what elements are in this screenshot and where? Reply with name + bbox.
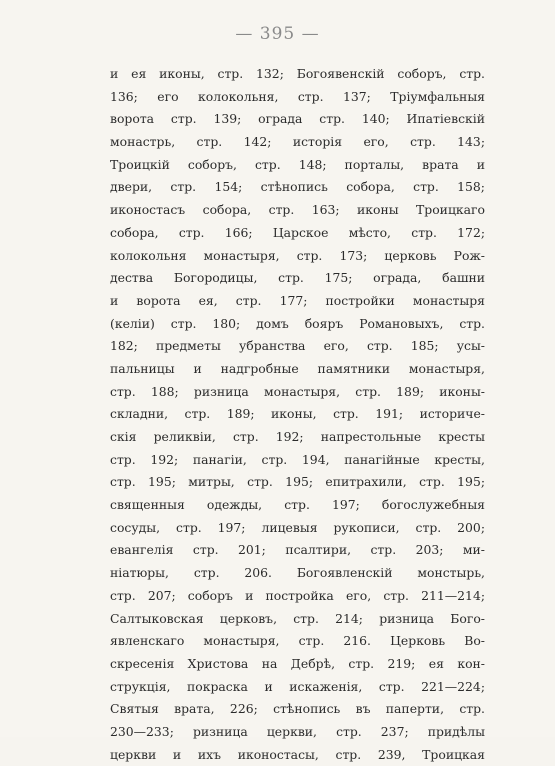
- text-line: явленскаго монастыря, стр. 216. Церковь Во-: [110, 633, 485, 649]
- text-line: священныя одежды, стр. 197; богослужебныя: [110, 497, 485, 513]
- text-line: церкви и ихъ иконостасы, стр. 239, Троицкая: [110, 746, 485, 762]
- text-line: иконостасъ собора, стр. 163; иконы Троицкаго: [110, 202, 485, 218]
- text-line: 136; его колокольня, стр. 137; Тріумфальныя: [110, 88, 485, 104]
- text-line: скресенія Христова на Дебрѣ, стр. 219; ея кон-: [110, 655, 485, 671]
- text-line: стр. 188; ризница монастыря, стр. 189; иконы-: [110, 383, 485, 399]
- text-line: струкція, покраска и искаженія, стр. 221—224;: [110, 678, 485, 694]
- text-line: сосуды, стр. 197; лицевыя рукописи, стр. 200;: [110, 519, 485, 535]
- text-line: евангелія стр. 201; псалтири, стр. 203; ми-: [110, 542, 485, 558]
- text-line: ворота стр. 139; ограда стр. 140; Ипатіевскій: [110, 111, 485, 127]
- text-line: двери, стр. 154; стѣнопись собора, стр. 158;: [110, 179, 485, 195]
- text-line: и ея иконы, стр. 132; Богоявенскій соборъ, стр.: [110, 66, 485, 81]
- text-line: и ворота ея, стр. 177; постройки монастыря: [110, 292, 485, 308]
- text-line: (келіи) стр. 180; домъ бояръ Романовыхъ, стр.: [110, 315, 485, 331]
- text-line: стр. 207; соборъ и постройка его, стр. 211—214;: [110, 587, 485, 603]
- text-line: 230—233; ризница церкви, стр. 237; придѣлы: [110, 723, 485, 739]
- text-line: Салтыковская церковъ, стр. 214; ризница Бого-: [110, 610, 485, 626]
- text-line: Святыя врата, 226; стѣнопись въ паперти, стр.: [110, 701, 485, 717]
- text-line: складни, стр. 189; иконы, стр. 191; историче-: [110, 406, 485, 422]
- text-line: монастрь, стр. 142; исторія его, стр. 143;: [110, 134, 485, 150]
- text-line: ніатюры, стр. 206. Богоявленскій монстырь,: [110, 565, 485, 581]
- text-line: скія реликвіи, стр. 192; напрестольные кресты: [110, 429, 485, 444]
- text-line: пальницы и надгробные памятники монастыря,: [110, 360, 485, 376]
- body-text: [110, 63, 485, 766]
- text-line: Троицкій соборъ, стр. 148; порталы, врата и: [110, 156, 485, 172]
- text-line: 182; предметы убранства его, стр. 185; усы-: [110, 338, 485, 354]
- text-line: стр. 192; панагіи, стр. 194, панагійные кресты,: [110, 451, 485, 467]
- page-number: — 395 —: [235, 24, 320, 44]
- text-line: стр. 195; митры, стр. 195; епитрахили, стр. 195;: [110, 474, 485, 490]
- text-line: дества Богородицы, стр. 175; ограда, башни: [110, 270, 485, 286]
- text-line: колокольня монастыря, стр. 173; церковь Рож-: [110, 247, 485, 263]
- text-line: собора, стр. 166; Царское мѣсто, стр. 172;: [110, 224, 485, 240]
